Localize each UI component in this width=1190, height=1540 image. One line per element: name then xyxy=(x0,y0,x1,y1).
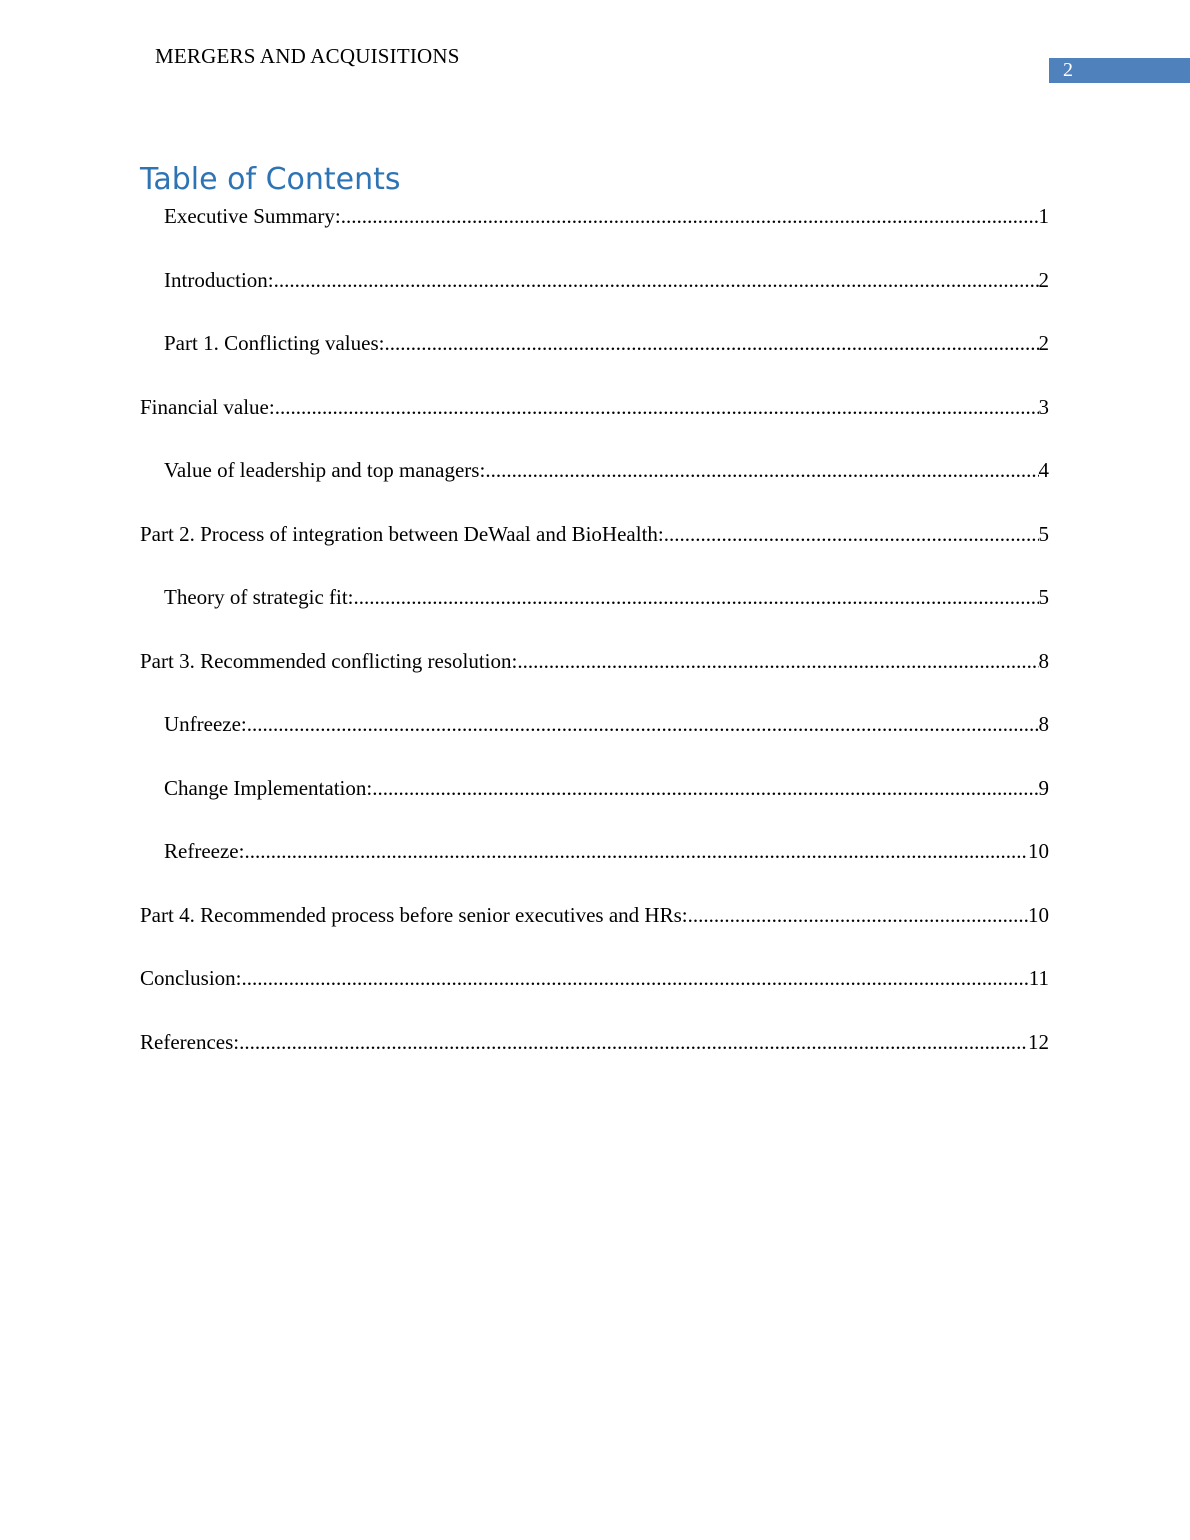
toc-entry-text: Part 1. Conflicting values: xyxy=(164,331,385,355)
toc-entry-page: 2 xyxy=(1038,267,1049,292)
toc-entry-leadership-value[interactable] xyxy=(140,454,1049,518)
toc-entry-change-implementation[interactable] xyxy=(140,772,1049,836)
toc-dot-leader xyxy=(341,200,1039,232)
toc-entry-text: Part 3. Recommended conflicting resolution: xyxy=(140,648,518,673)
toc-entry-page: 9 xyxy=(1038,775,1049,800)
toc-entry-text: Introduction: xyxy=(164,267,274,292)
toc-entry-introduction[interactable] xyxy=(140,264,1049,328)
toc-entry-text: Value of leadership and top managers: xyxy=(164,458,486,482)
toc-entry-page: 10 xyxy=(1028,902,1049,927)
toc-entry-page: 3 xyxy=(1038,394,1049,419)
toc-entry-text: Executive Summary: xyxy=(164,204,341,228)
toc-dot-leader xyxy=(372,772,1038,804)
toc-title: Table of Contents xyxy=(140,162,401,197)
toc-entry-text: Unfreeze: xyxy=(164,712,247,736)
toc-entry-strategic-fit[interactable] xyxy=(140,581,1049,645)
toc-entry-page: 1 xyxy=(1038,204,1049,228)
toc-entry-text: Financial value: xyxy=(140,394,275,419)
toc-entry-page: 11 xyxy=(1028,966,1049,990)
toc-dot-leader xyxy=(354,581,1039,613)
toc-entry-page: 2 xyxy=(1038,331,1049,355)
running-head: MERGERS AND ACQUISITIONS xyxy=(155,44,460,68)
toc-list xyxy=(140,200,1049,1089)
toc-entry-page: 8 xyxy=(1038,648,1049,673)
toc-entry-conclusion[interactable] xyxy=(140,962,1049,1026)
toc-entry-references[interactable] xyxy=(140,1026,1049,1090)
toc-entry-text: References: xyxy=(140,1029,240,1054)
toc-entry-part-3[interactable] xyxy=(140,645,1049,709)
toc-entry-page: 5 xyxy=(1038,521,1049,546)
toc-entry-part-4[interactable] xyxy=(140,899,1049,963)
toc-entry-page: 5 xyxy=(1038,585,1049,609)
toc-entry-text: Conclusion: xyxy=(140,966,242,990)
toc-entry-page: 8 xyxy=(1038,712,1049,736)
page-number: 2 xyxy=(1063,59,1073,81)
toc-dot-leader xyxy=(485,454,1038,486)
toc-entry-text: Theory of strategic fit: xyxy=(164,585,354,609)
toc-entry-refreeze[interactable] xyxy=(140,835,1049,899)
toc-entry-page: 10 xyxy=(1028,839,1049,863)
toc-entry-text: Part 2. Process of integration between DeWaal and BioHealth: xyxy=(140,521,664,546)
toc-entry-part-2[interactable] xyxy=(140,518,1049,582)
toc-dot-leader xyxy=(688,899,1028,931)
toc-dot-leader xyxy=(384,327,1038,359)
toc-dot-leader xyxy=(244,835,1028,867)
toc-entry-text: Refreeze: xyxy=(164,839,245,863)
toc-entry-page: 4 xyxy=(1038,458,1049,482)
toc-dot-leader xyxy=(664,518,1039,550)
toc-dot-leader xyxy=(517,645,1038,677)
toc-entry-unfreeze[interactable] xyxy=(140,708,1049,772)
toc-entry-executive-summary[interactable] xyxy=(140,200,1049,264)
page-number-badge xyxy=(1049,58,1190,83)
toc-dot-leader xyxy=(242,962,1029,994)
toc-entry-financial-value[interactable] xyxy=(140,391,1049,455)
toc-dot-leader xyxy=(247,708,1039,740)
toc-entry-page: 12 xyxy=(1028,1029,1049,1054)
toc-entry-part-1[interactable] xyxy=(140,327,1049,391)
toc-dot-leader xyxy=(239,1026,1028,1058)
toc-entry-text: Change Implementation: xyxy=(164,775,373,800)
toc-dot-leader xyxy=(274,264,1039,296)
toc-entry-text: Part 4. Recommended process before senior executives and HRs: xyxy=(140,902,688,927)
toc-dot-leader xyxy=(275,391,1039,423)
